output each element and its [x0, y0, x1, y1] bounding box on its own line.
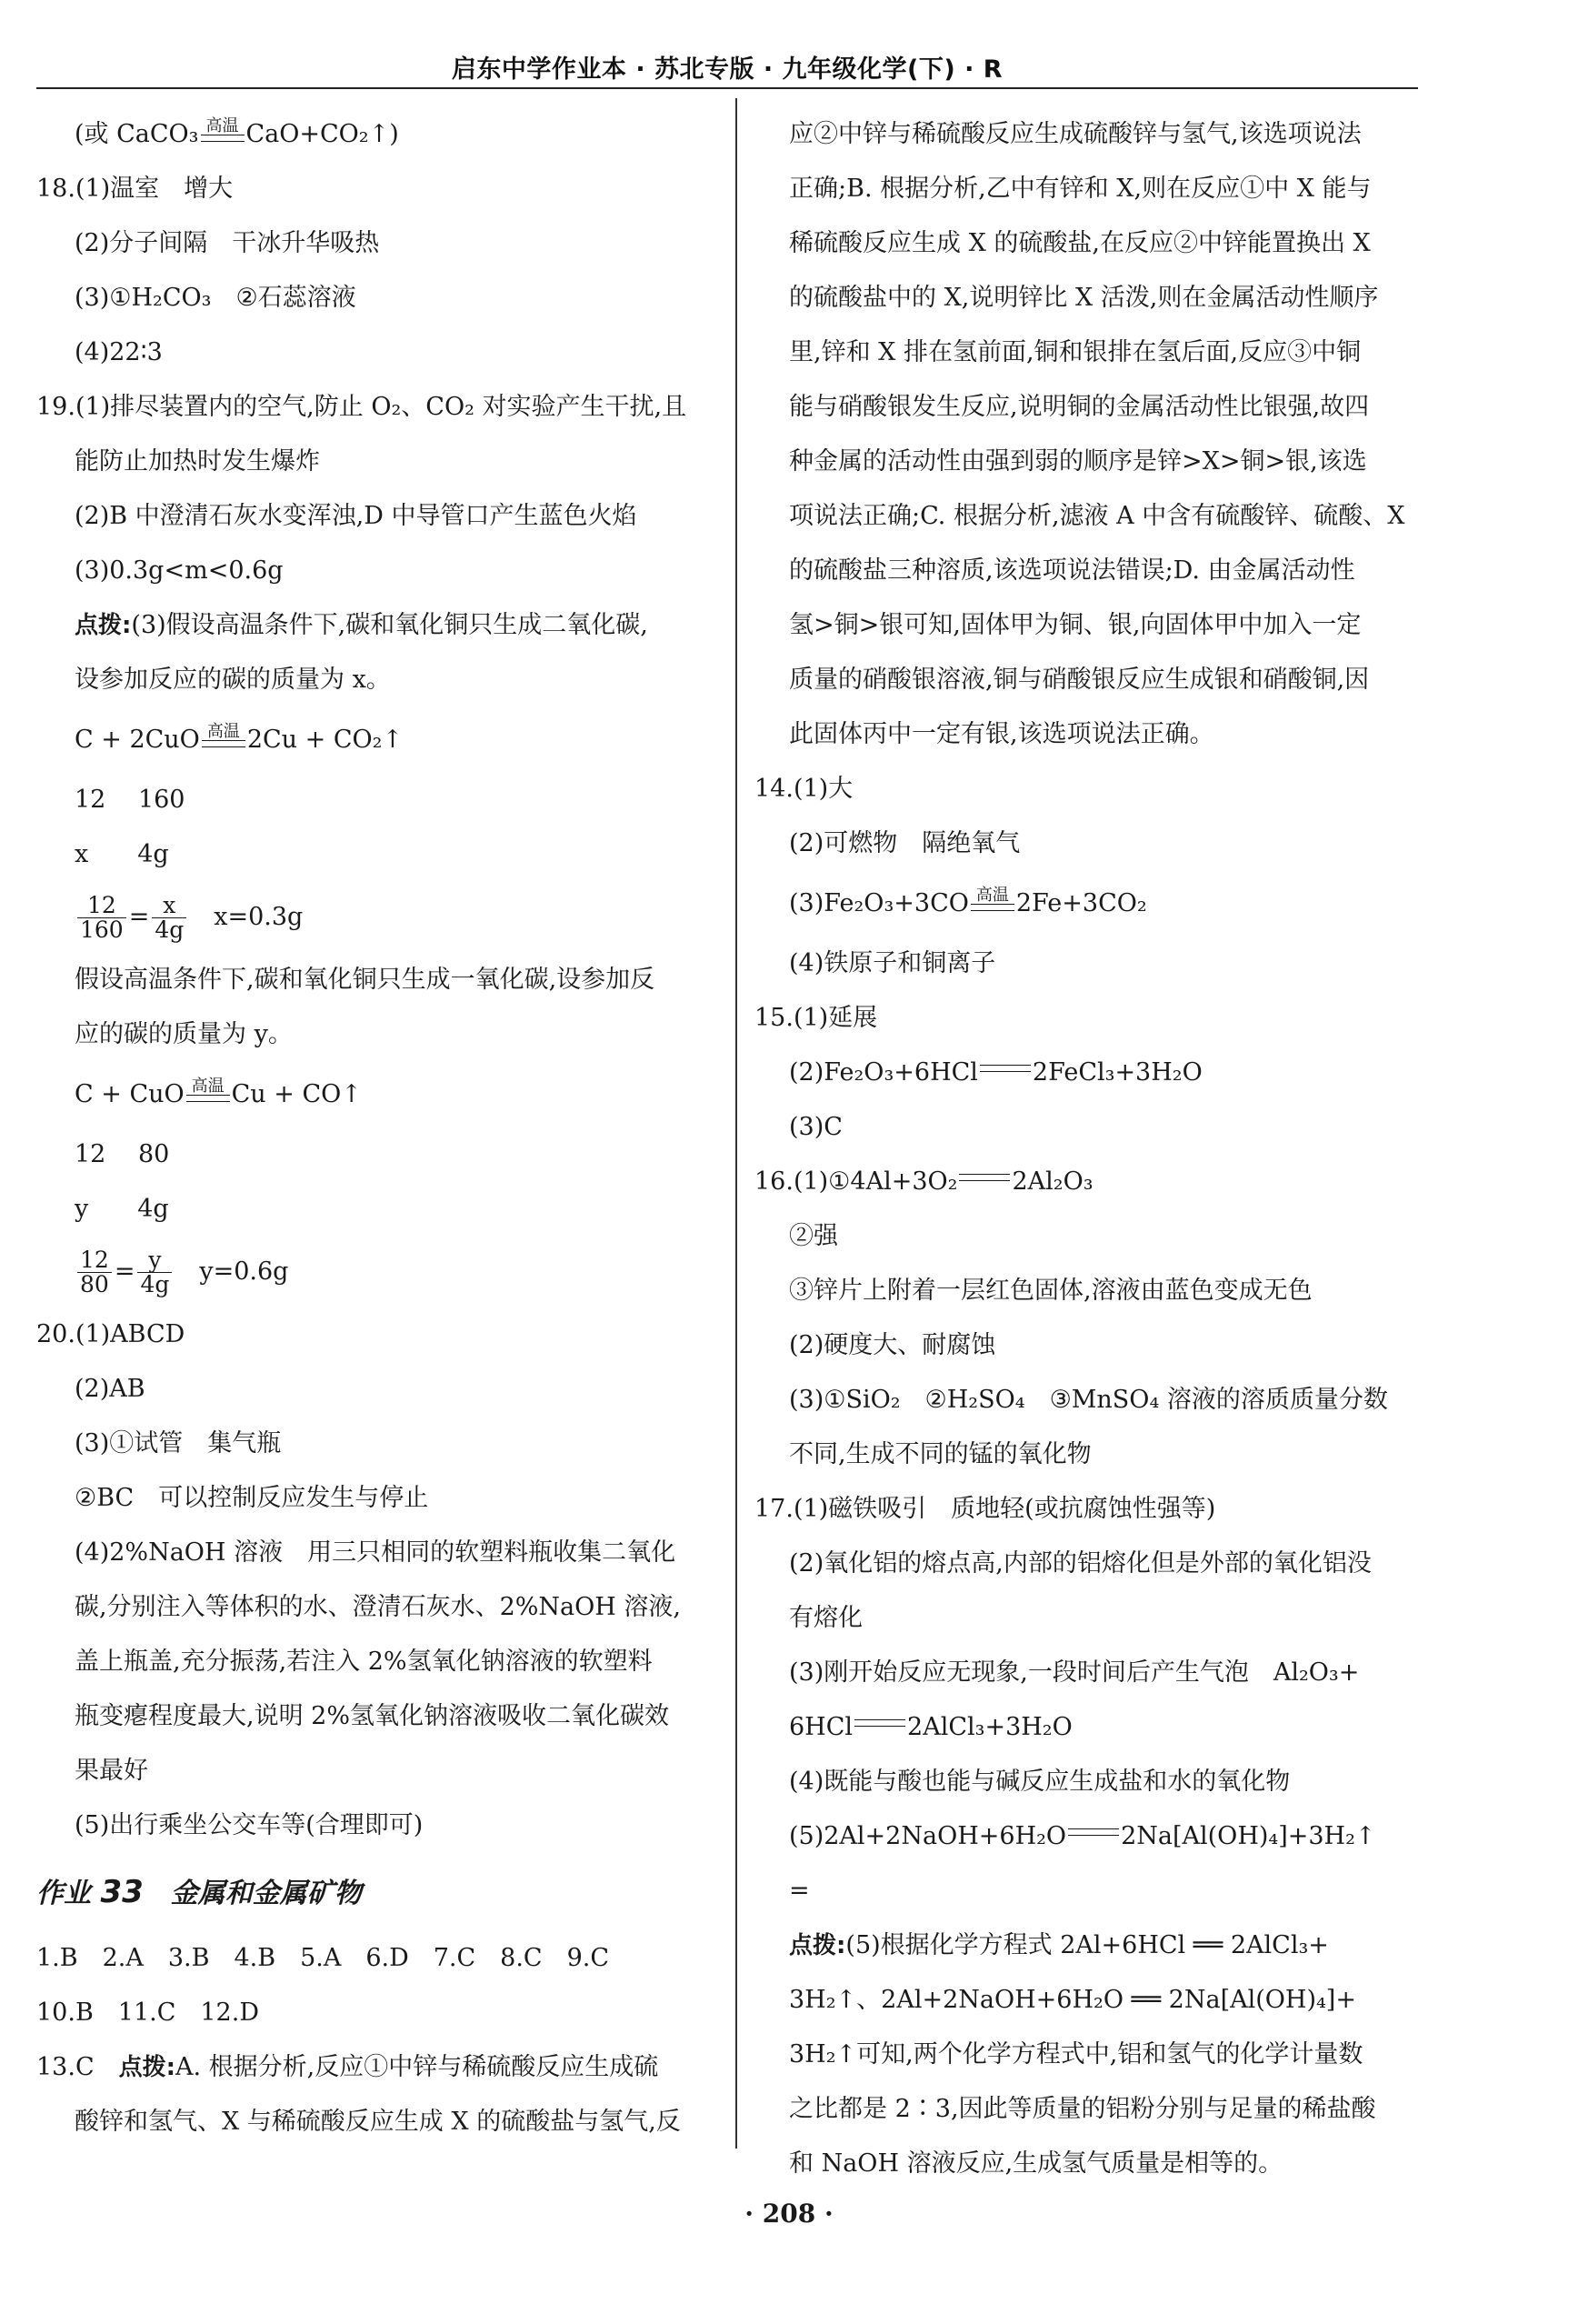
- text-line: x 4g: [75, 840, 169, 868]
- equation-reactants: C + CuO: [75, 1080, 185, 1108]
- section-heading: [36, 1853, 718, 1931]
- condition-label: 高温: [975, 885, 1009, 905]
- text-line: 和 NaOH 溶液反应,生成氢气质量是相等的。: [789, 2149, 1283, 2178]
- denominator: 160: [80, 917, 124, 943]
- text-line: [36, 2040, 718, 2095]
- fraction: [152, 891, 186, 943]
- text-line: 20.(1)ABCD: [36, 1320, 185, 1348]
- text-line: 正确;B. 根据分析,乙中有锌和 X,则在反应①中 X 能与: [789, 175, 1372, 203]
- equation-equals: [959, 1174, 1010, 1181]
- equation-products: 2FeCl₃+3H₂O: [1032, 1058, 1203, 1087]
- equals-sign: =: [114, 1257, 135, 1286]
- text-line: (4)既能与酸也能与碱反应生成盐和水的氧化物: [789, 1768, 1291, 1796]
- text-line: 假设高温条件下,碳和氧化铜只生成一氧化碳,设参加反: [75, 966, 655, 994]
- equation-reactants: (3)Fe₂O₃+3CO: [789, 889, 969, 917]
- equation-line: [754, 871, 1423, 937]
- text-line: =: [789, 1877, 810, 1905]
- equation-reactants: C + 2CuO: [75, 726, 200, 754]
- equation-equals: [1068, 1828, 1119, 1836]
- equation-line: [754, 1809, 1423, 1864]
- page-number: · 208 ·: [744, 2199, 834, 2229]
- equation-line: [754, 1155, 1423, 1209]
- tip-label: 点拨:: [789, 1932, 846, 1959]
- text-line: (3)①SiO₂ ②H₂SO₄ ③MnSO₄ 溶液的溶质质量分数: [789, 1386, 1388, 1414]
- text-line: (3)刚开始反应无现象,一段时间后产生气泡 Al₂O₃+: [789, 1658, 1360, 1687]
- answer-prefix: 13.C: [36, 2053, 119, 2081]
- equation-reactants: (2)Fe₂O₃+6HCl: [789, 1058, 978, 1087]
- text-line: 应②中锌与稀硫酸反应生成硫酸锌与氢气,该选项说法: [789, 120, 1362, 148]
- equation-reactants: 16.(1)①4Al+3O₂: [754, 1167, 958, 1196]
- text-line: 3H₂↑、2Al+2NaOH+6H₂O ══ 2Na[Al(OH)₄]+: [789, 1986, 1356, 2014]
- fraction-line: [36, 1237, 718, 1307]
- equation-reactants: (或 CaCO₃: [75, 120, 199, 148]
- text-line: 17.(1)磁铁吸引 质地轻(或抗腐蚀性强等): [754, 1495, 1216, 1523]
- text-line: 酸锌和氢气、X 与稀硫酸反应生成 X 的硫酸盐与氢气,反: [75, 2108, 681, 2136]
- section-title: 金属和金属矿物: [170, 1878, 362, 1909]
- text-line: (3)C: [789, 1113, 843, 1141]
- text-line: (2)可燃物 隔绝氧气: [789, 829, 1021, 857]
- text-line: 18.(1)温室 增大: [36, 175, 234, 203]
- text-line: 设参加反应的碳的质量为 x。: [75, 666, 391, 694]
- text-line: (2)AB: [75, 1375, 145, 1403]
- equation-line: [36, 1062, 718, 1127]
- column-divider: [735, 98, 737, 2149]
- text-line: 稀硫酸反应生成 X 的硫酸盐,在反应②中锌能置换出 X: [789, 229, 1371, 257]
- denominator: 4g: [155, 917, 185, 943]
- text-line: 的硫酸盐三种溶质,该选项说法错误;D. 由金属活动性: [789, 556, 1355, 585]
- text-line: 项说法正确;C. 根据分析,滤液 A 中含有硫酸锌、硫酸、X: [789, 502, 1405, 530]
- equals-bar: [201, 135, 245, 142]
- text-line: (3)①试管 集气瓶: [75, 1429, 282, 1458]
- equals-bar: [186, 1095, 230, 1102]
- text-line: ③锌片上附着一层红色固体,溶液由蓝色变成无色: [789, 1277, 1313, 1305]
- page-header: [36, 45, 1418, 89]
- text-line: 14.(1)大: [754, 775, 854, 803]
- equation-line: [754, 1046, 1423, 1100]
- text-line: (2)分子间隔 干冰升华吸热: [75, 229, 380, 257]
- text-line: [36, 598, 718, 653]
- text-line: [754, 1918, 1423, 1973]
- text-line: 应的碳的质量为 y。: [75, 1020, 293, 1048]
- text-line: 能防止加热时发生爆炸: [75, 447, 320, 476]
- condition-label: 高温: [191, 1076, 225, 1096]
- reaction-condition: [201, 115, 245, 142]
- text-line: 种金属的活动性由强到弱的顺序是锌>X>铜>银,该选: [789, 447, 1367, 476]
- denominator: 80: [80, 1271, 109, 1297]
- reaction-condition: [971, 887, 1014, 911]
- numerator: 12: [77, 894, 126, 918]
- text-line: 此固体丙中一定有银,该选项说法正确。: [789, 720, 1214, 748]
- result: y=0.6g: [199, 1257, 289, 1286]
- text-line: (5)出行乘坐公交车等(合理即可): [75, 1811, 424, 1839]
- condition-label: 高温: [206, 721, 240, 741]
- text-line: 氢>铜>银可知,固体甲为铜、银,向固体甲中加入一定: [789, 611, 1362, 639]
- equation-products: 2Na[Al(OH)₄]+3H₂↑: [1121, 1822, 1376, 1850]
- tip-label: 点拨:: [118, 2054, 176, 2081]
- text-line: 不同,生成不同的锰的氧化物: [789, 1440, 1092, 1468]
- fraction-line: [36, 882, 718, 953]
- fraction: [137, 1248, 172, 1297]
- equation-equals: [854, 1719, 905, 1727]
- equation-products: Cu + CO↑: [231, 1080, 362, 1108]
- equals-bar: [959, 1174, 1010, 1181]
- text-line: (3)0.3g<m<0.6g: [75, 556, 284, 585]
- fraction: [77, 891, 126, 943]
- answer-line: 1.B 2.A 3.B 4.B 5.A 6.D 7.C 8.C 9.C: [36, 1944, 609, 1972]
- equals-sign: =: [128, 903, 150, 931]
- text-line: 果最好: [75, 1757, 148, 1785]
- section-label: 作业: [36, 1878, 91, 1909]
- equals-bar: [971, 904, 1014, 911]
- equals-bar: [1068, 1828, 1119, 1836]
- tip-text: A. 根据分析,反应①中锌与稀硫酸反应生成硫: [175, 2053, 659, 2081]
- numerator: x: [152, 894, 186, 918]
- text-line: (4)铁原子和铜离子: [789, 949, 996, 977]
- text-line: 15.(1)延展: [754, 1004, 878, 1032]
- equation-equals: [980, 1065, 1031, 1072]
- fraction: [77, 1248, 112, 1297]
- equation-products: 2Al₂O₃: [1012, 1167, 1094, 1196]
- tip-text: (3)假设高温条件下,碳和氧化铜只生成二氧化碳,: [131, 611, 648, 639]
- text-line: (3)①H₂CO₃ ②石蕊溶液: [75, 284, 356, 312]
- text-line: (2)硬度大、耐腐蚀: [789, 1331, 996, 1359]
- numerator: y: [137, 1248, 172, 1273]
- equation-line: [36, 707, 718, 773]
- left-column: [36, 107, 718, 2149]
- equation-products: 2Fe+3CO₂: [1015, 889, 1147, 917]
- condition-label: 高温: [205, 115, 239, 135]
- text-line: 瓶变瘪程度最大,说明 2%氢氧化钠溶液吸收二氧化碳效: [75, 1702, 669, 1730]
- equation-line: [754, 1700, 1423, 1755]
- equation-products: CaO+CO₂↑): [245, 120, 399, 148]
- text-line: 里,锌和 X 排在氢前面,铜和银排在氢后面,反应③中铜: [789, 338, 1362, 366]
- equals-bar: [980, 1065, 1031, 1072]
- text-line: ②强: [789, 1222, 838, 1250]
- text-line: 有熔化: [789, 1604, 863, 1632]
- reaction-condition: [186, 1078, 230, 1102]
- reaction-condition: [202, 721, 245, 747]
- equation-reactants: 6HCl: [789, 1713, 854, 1741]
- text-line: [36, 107, 718, 162]
- section-number: 33: [100, 1874, 144, 1910]
- text-line: 盖上瓶盖,充分振荡,若注入 2%氢氧化钠溶液的软塑料: [75, 1648, 653, 1676]
- equation-products: 2AlCl₃+3H₂O: [907, 1713, 1073, 1741]
- text-line: 之比都是 2∶3,因此等质量的铝粉分别与足量的稀盐酸: [789, 2095, 1376, 2123]
- text-line: (2)氧化铝的熔点高,内部的铝熔化但是外部的氧化铝没: [789, 1549, 1372, 1578]
- text-line: (4)22∶3: [75, 338, 163, 366]
- tip-text: (5)根据化学方程式 2Al+6HCl ══ 2AlCl₃+: [845, 1931, 1329, 1959]
- text-line: y 4g: [75, 1195, 169, 1223]
- text-line: 3H₂↑可知,两个化学方程式中,铝和氢气的化学计量数: [789, 2040, 1363, 2069]
- tip-label: 点拨:: [75, 612, 132, 639]
- equation-products: 2Cu + CO₂↑: [246, 726, 404, 754]
- text-line: 的硫酸盐中的 X,说明锌比 X 活泼,则在金属活动性顺序: [789, 284, 1379, 312]
- text-line: (2)B 中澄清石灰水变浑浊,D 中导管口产生蓝色火焰: [75, 502, 637, 530]
- equation-reactants: (5)2Al+2NaOH+6H₂O: [789, 1822, 1067, 1850]
- text-line: 能与硝酸银发生反应,说明铜的金属活动性比银强,故四: [789, 393, 1370, 421]
- denominator: 4g: [140, 1271, 170, 1297]
- equals-bar: [854, 1719, 905, 1727]
- right-column: [754, 107, 1423, 2191]
- text-line: 12 160: [75, 786, 185, 814]
- answer-line: 10.B 11.C 12.D: [36, 1998, 259, 2027]
- header-title: 启东中学作业本 · 苏北专版 · 九年级化学(下) · R: [451, 55, 1004, 84]
- numerator: 12: [77, 1248, 112, 1273]
- text-line: 碳,分别注入等体积的水、澄清石灰水、2%NaOH 溶液,: [75, 1593, 681, 1621]
- result: x=0.3g: [214, 903, 304, 931]
- text-line: 12 80: [75, 1140, 170, 1168]
- text-line: 19.(1)排尽装置内的空气,防止 O₂、CO₂ 对实验产生干扰,且: [36, 393, 687, 421]
- text-line: ②BC 可以控制反应发生与停止: [75, 1484, 429, 1512]
- text-line: (4)2%NaOH 溶液 用三只相同的软塑料瓶收集二氧化: [75, 1538, 676, 1567]
- equals-bar: [202, 740, 245, 747]
- text-line: 质量的硝酸银溶液,铜与硝酸银反应生成银和硝酸铜,因: [789, 666, 1370, 694]
